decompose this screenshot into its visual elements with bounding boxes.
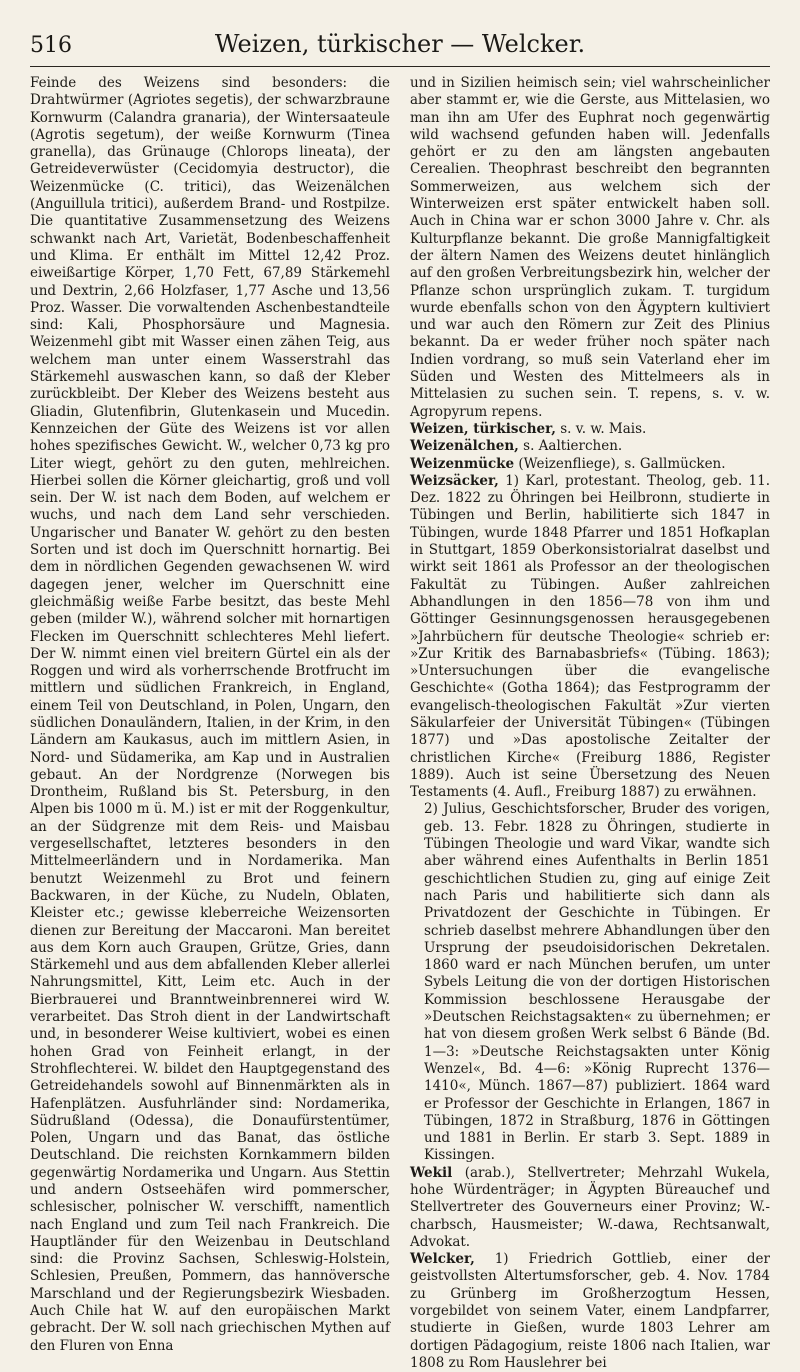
- right-column: [410, 75, 770, 1372]
- entry-text: 1) Friedrich Gottlieb, einer der geistvollsten Altertumsforscher, geb. 4. Nov. 1784 zu Grünberg im Großherzogtum Hessen, vorgebildet von seinem Vater, einem Landpfarrer, studierte in Gießen, wurde 1803 Lehrer am dortigen Pädagogium, reiste 1806 nach Italien, war 1808 zu Rom Hauslehrer bei: [410, 1251, 770, 1371]
- entry-headword: Wekil: [410, 1164, 453, 1181]
- entry-weizenmuecke: [410, 456, 770, 473]
- entry-text: (Weizenfliege), s. Gallmücken.: [514, 455, 726, 472]
- entry-text: 2) Julius, Geschichtsforscher, Bruder des vorigen, geb. 13. Febr. 1828 zu Öhringen, studierte in Tübingen Theologie und ward Vikar, wandte sich aber während eines Aufenthalts in Berlin 1851 geschichtlichen Studien zu, ging auf einige Zeit nach Paris und habilitierte sich dann als Privatdozent der Geschichte in Tübingen. Er schrieb daselbst mehrere Abhandlungen über den Ursprung der pseudoisidorischen Dekretalen. 1860 ward er nach München berufen, um unter Sybels Leitung die von der dortigen Historischen Kommission beschlossene Herausgabe der »Deutschen Reichstagsakten« zu übernehmen; er hat von diesem großen Werk selbst 6 Bände (Bd. 1—3: »Deutsche Reichstagsakten unter König Wenzel«, Bd. 4—6: »König Ruprecht 1376—1410«, Münch. 1867—87) publiziert. 1864 ward er Professor der Geschichte in Erlangen, 1867 in Tübingen, 1872 in Straßburg, 1876 in Göttingen und 1881 in Berlin. Er starb 3. Sept. 1889 in Kissingen.: [424, 801, 770, 1164]
- entry-text: 1) Karl, protestant. Theolog, geb. 11. Dez. 1822 zu Öhringen bei Heilbronn, studierte in Tübingen und Berlin, habilitierte sich 1847 in Tübingen, wurde 1848 Pfarrer und 1851 Hofkaplan in Stuttgart, 1859 Oberkonsistorialrat daselbst und wirkt seit 1861 als Professor an der theologischen Fakultät zu Tübingen. Außer zahlreichen Abhandlungen in den 1856—78 von ihm und Göttinger Gesinnungsgenossen herausgegebenen »Jahrbüchern für deutsche Theologie« schrieb er: »Zur Kritik des Barnabasbriefs« (Tübing. 1863); »Untersuchungen über die evangelische Geschichte« (Gotha 1864); das Festprogramm der evangelisch-theologischen Fakultät »Zur vierten Säkularfeier der Universität Tübingen« (Tübingen 1877) und »Das apostolische Zeitalter der christlichen Kirche« (Freiburg 1886, Register 1889). Auch ist seine Übersetzung des Neuen Testaments (4. Aufl., Freiburg 1887) zu erwähnen.: [410, 472, 770, 801]
- text-columns: [30, 75, 770, 1372]
- page-number: 516: [30, 33, 72, 58]
- entry-headword: Weizen, türkischer,: [410, 420, 556, 437]
- entry-weizenaelchen: [410, 438, 770, 455]
- entry-text: (arab.), Stellvertreter; Mehrzahl Wukela, hohe Würdenträger; in Ägypten Büreauchef und Stellvertreter des Gouverneurs einer Provinz; W.-charbsch, Hausmeister; W.-dawa, Rechtsanwalt, Advokat.: [410, 1164, 770, 1250]
- entry-headword: Welcker,: [410, 1251, 475, 1268]
- left-column: [30, 75, 390, 1372]
- entry-wekil: [410, 1165, 770, 1251]
- entry-weizen-tuerkischer: [410, 421, 770, 438]
- page-header: [30, 30, 770, 67]
- entry-weizsaecker-julius: [410, 801, 770, 1164]
- entry-weizsaecker: [410, 473, 770, 802]
- entry-text: s. v. w. Mais.: [555, 420, 647, 437]
- entry-headword: Weizenmücke: [410, 455, 515, 472]
- entry-welcker: [410, 1251, 770, 1372]
- entry-headword: Weizsäcker,: [410, 472, 499, 489]
- running-title: Weizen, türkischer — Welcker.: [214, 30, 586, 58]
- entry-continuation: [410, 75, 770, 421]
- left-paragraph: Feinde des Weizens sind besonders: die Drahtwürmer (Agriotes segetis), der schwarzbraune Kornwurm (Calandra granaria), der Wintersaateule (Agrotis segetum), der weiße Kornwurm (Tinea granella), das Grünauge (Chlorops lineata), der Getreideverwüster (Cecidomyia destructor), die Weizenmücke (C. tritici), das Weizenälchen (Anguillula tritici), außerdem Brand- und Rostpilze. Die quantitative Zusammensetzung des Weizens schwankt nach Art, Varietät, Bodenbeschaffenheit und Klima. Er enthält im Mittel 12,42 Proz. eiweißartige Körper, 1,70 Fett, 67,89 Stärkemehl und Dextrin, 2,66 Holzfaser, 1,77 Asche und 13,56 Proz. Wasser. Die vorwaltenden Aschenbestandteile sind: Kali, Phosphorsäure und Magnesia. Weizenmehl gibt mit Wasser einen zähen Teig, aus welchem man unter einem Wasserstrahl das Stärkemehl auswaschen kann, so daß der Kleber zurückbleibt. Der Kleber des Weizens besteht aus Gliadin, Glutenfibrin, Glutenkasein und Mucedin. Kennzeichen der Güte des Weizens ist vor allen hohes spezifisches Gewicht. W., welcher 0,73 kg pro Liter wiegt, gehört zu den guten, mehlreichen. Hierbei sollen die Körner gleichartig, groß und voll sein. Der W. ist nach dem Boden, auf welchem er wuchs, und nach dem Land sehr verschieden. Ungarischer und Banater W. gehört zu den besten Sorten und ist doch im Querschnitt hornartig. Bei dem in nördlichen Gegenden gewachsenen W. wird dagegen jener, welcher im Querschnitt eine gleichmäßig weiße Farbe besitzt, das beste Mehl geben (milder W.), während solcher mit hornartigen Flecken im Querschnitt schlechteres Mehl liefert. Der W. nimmt einen viel breitern Gürtel ein als der Roggen und wird als vorherrschende Brotfrucht im mittlern und südlichen Frankreich, in England, einem Teil von Deutschland, in Polen, Ungarn, den südlichen Donauländern, Italien, in der Krim, in den Ländern am Kaukasus, auch im mittlern Asien, in Nord- und Südamerika, am Kap und in Australien gebaut. An der Nordgrenze (Norwegen bis Drontheim, Rußland bis St. Petersburg, in den Alpen bis 1000 m ü. M.) ist er mit der Roggenkultur, an der Südgrenze mit dem Reis- und Maisbau vergesellschaftet, letzteres besonders in den Mittelmeerländern und in Nordamerika. Man benutzt Weizenmehl zu Brot und feinern Backwaren, in der Küche, zu Nudeln, Oblaten, Kleister etc.; gewisse kleberreiche Weizensorten dienen zur Bereitung der Maccaroni. Man bereitet aus dem Korn auch Graupen, Grütze, Gries, dann Stärkemehl und aus dem abfallenden Kleber allerlei Nahrungsmittel, Kitt, Leim etc. Auch in der Bierbrauerei und Branntweinbrennerei wird W. verarbeitet. Das Stroh dient in der Landwirtschaft und, in besonderer Weise kultiviert, wobei es einen hohen Grad von Feinheit erlangt, in der Strohflechterei. W. bildet den Hauptgegenstand des Getreidehandels sowohl auf Binnenmärkten als in Hafenplätzen. Ausfuhrländer sind: Nordamerika, Südrußland (Odessa), die Donaufürstentümer, Polen, Ungarn und das Banat, das östliche Deutschland. Die reichsten Kornkammern bilden gegenwärtig Nordamerika und Ungarn. Aus Stettin und andern Ostseehäfen wird pommerscher, schlesischer, polnischer W. verschifft, namentlich nach England und zum Teil nach Frankreich. Die Hauptländer für den Weizenbau in Deutschland sind: die Provinz Sachsen, Schleswig-Holstein, Schlesien, Preußen, Pommern, das hannöversche Marschland und der Regierungsbezirk Wiesbaden. Auch Chile hat W. auf den europäischen Markt gebracht. Der W. soll nach griechischen Mythen auf den Fluren von Enna: [30, 75, 390, 1354]
- entry-headword: Weizenälchen,: [410, 438, 519, 455]
- entry-text: s. Aaltierchen.: [518, 438, 623, 455]
- entry-text: und in Sizilien heimisch sein; viel wahrscheinlicher aber stammt er, wie die Gerste, aus Mittelasien, wo man ihn am Ufer des Euphrat noch gegenwärtig wild wachsend gefunden haben will. Jedenfalls gehört er zu den am längsten angebauten Cerealien. Theophrast beschreibt den begrannten Sommerweizen, aus welchem sich der Winterweizen erst später entwickelt haben soll. Auch in China war er schon 3000 Jahre v. Chr. als Kulturpflanze bekannt. Die große Mannigfaltigkeit der ältern Namen des Weizens deutet hinlänglich auf den großen Verbreitungsbezirk hin, welcher der Pflanze schon ursprünglich zukam. T. turgidum wurde ebenfalls schon von den Ägyptern kultiviert und war auch den Römern zur Zeit des Plinius bekannt. Da er weder früher noch später nach Indien vordrang, so muß sein Vaterland eher im Süden und Westen des Mittelmeers als in Mittelasien zu suchen sein. T. repens, s. v. w. Agropyrum repens.: [410, 75, 770, 420]
